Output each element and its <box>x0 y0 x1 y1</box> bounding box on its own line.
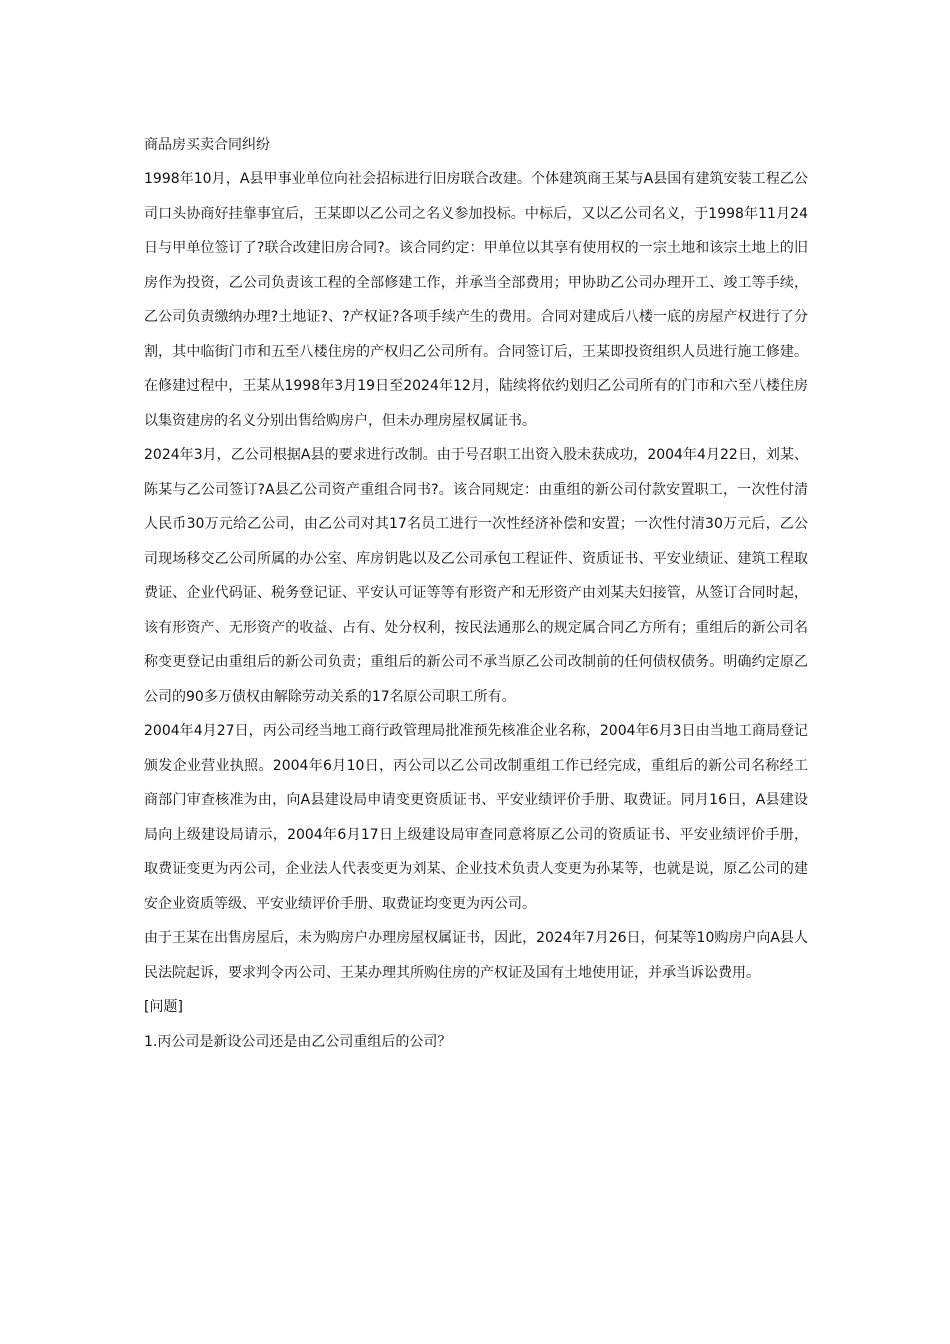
question-1: 1.丙公司是新设公司还是由乙公司重组后的公司？ <box>144 1033 452 1050</box>
paragraph-restructuring: 2024年3月，乙公司根据A县的要求进行改制。由于号召职工出资入股未获成功，2004年4月22日，刘某、陈某与乙公司签订?A县乙公司资产重组合同书?。该合同规定：由重组的新公司付款安置职工，一次性付清人民币30万元给乙公司，由乙公司对其17名员工进行一次性经济补偿和安置；一次性付清30万元后，乙公司现场移交乙公司所属的办公室、库房钥匙以及乙公司承包工程证件、资质证书、平安业绩证、建筑工程取费证、企业代码证、税务登记证、平安认可证等等有形资产和无形资产由刘某夫妇接管，从签订合同时起，该有形资产、无形资产的收益、占有、处分权利，按民法通那么的规定属合同乙方所有；重组后的新公司名称变更登记由重组后的新公司负责；重组后的新公司不承当原乙公司改制前的任何债权债务。明确约定原乙公司的90多万债权由解除劳动关系的17名原公司职工所有。 <box>144 447 808 705</box>
paragraph-background: 1998年10月，A县甲事业单位向社会招标进行旧房联合改建。个体建筑商王某与A县国有建筑安装工程乙公司口头协商好挂靠事宜后，王某即以乙公司之名义参加投标。中标后，又以乙公司名义，于1998年11月24日与甲单位签订了?联合改建旧房合同?。该合同约定：甲单位以其享有使用权的一宗土地和该宗土地上的旧房作为投资，乙公司负责该工程的全部修建工作，并承当全部费用；甲协助乙公司办理开工、竣工等手续，乙公司负责缴纳办理?土地证?、?产权证?各项手续产生的费用。合同对建成后八楼一底的房屋产权进行了分割，其中临街门市和五至八楼住房的产权归乙公司所有。合同签订后，王某即投资组织人员进行施工修建。在修建过程中，王某从1998年3月19日至2024年12月，陆续将依约划归乙公司所有的门市和六至八楼住房以集资建房的名义分别出售给购房户，但未办理房屋权属证书。 <box>144 171 808 429</box>
paragraph-new-company: 2004年4月27日，丙公司经当地工商行政管理局批准预先核准企业名称，2004年6月3日由当地工商局登记颁发企业营业执照。2004年6月10日，丙公司以乙公司改制重组工作已经完成，重组后的新公司名称经工商部门审查核准为由，向A县建设局申请变更资质证书、平安业绩评价手册、取费证。同月16日，A县建设局向上级建设局请示，2004年6月17日上级建设局审查同意将原乙公司的资质证书、平安业绩评价手册，取费证变更为丙公司，企业法人代表变更为刘某、企业技术负责人变更为孙某等，也就是说，原乙公司的建安企业资质等级、平安业绩评价手册、取费证均变更为丙公司。 <box>144 723 808 912</box>
document-body <box>144 128 808 1059</box>
question-heading: [问题] <box>144 999 183 1015</box>
paragraph-lawsuit: 由于王某在出售房屋后，未为购房户办理房屋权属证书，因此，2024年7月26日，何某等10购房户向A县人民法院起诉，要求判令丙公司、王某办理其所购住房的产权证及国有土地使用证，并承当诉讼费用。 <box>144 930 808 981</box>
document-title: 商品房买卖合同纠纷 <box>144 137 270 153</box>
